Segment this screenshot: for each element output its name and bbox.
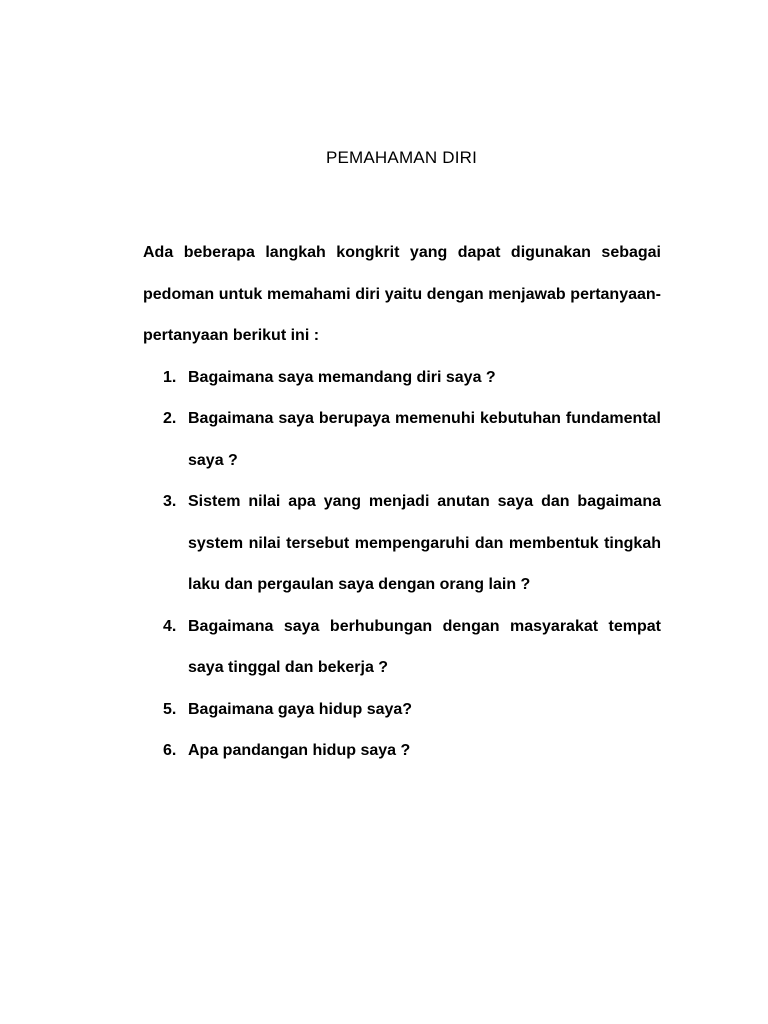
list-item-text: Apa pandangan hidup saya ? [188,742,411,759]
list-item [143,357,661,399]
list-item-text: Bagaimana saya memandang diri saya ? [188,368,496,386]
list-item-number: 2. [163,410,177,427]
document-body [143,232,661,772]
list-item-number: 1. [163,368,177,386]
list-item-text: Bagaimana gaya hidup saya? [188,700,413,718]
list-item-number: 4. [163,617,177,635]
list-item-number: 5. [163,700,177,718]
list-item-text: Bagaimana saya berhubungan dengan masyarakat tempat saya tinggal dan bekerja ? [188,617,661,676]
question-list [143,357,661,772]
list-item [143,481,661,606]
list-item [143,398,661,481]
list-item-number: 6. [163,742,177,759]
list-item-text: Sistem nilai apa yang menjadi anutan saya dan bagaimana system nilai tersebut mempengaruhi dan membentuk tingkah laku dan pergaulan saya dengan orang lain ? [188,493,661,593]
intro-paragraph: Ada beberapa langkah kongkrit yang dapat digunakan sebagai pedoman untuk memahami diri yaitu dengan menjawab pertanyaan-pertanyaan berikut ini : [143,244,661,344]
list-item [143,730,661,772]
list-item-text: Bagaimana saya berupaya memenuhi kebutuhan fundamental saya ? [188,410,661,469]
list-item [143,606,661,689]
list-item-number: 3. [163,493,177,510]
list-item [143,689,661,731]
page-title: PEMAHAMAN DIRI [325,148,478,167]
